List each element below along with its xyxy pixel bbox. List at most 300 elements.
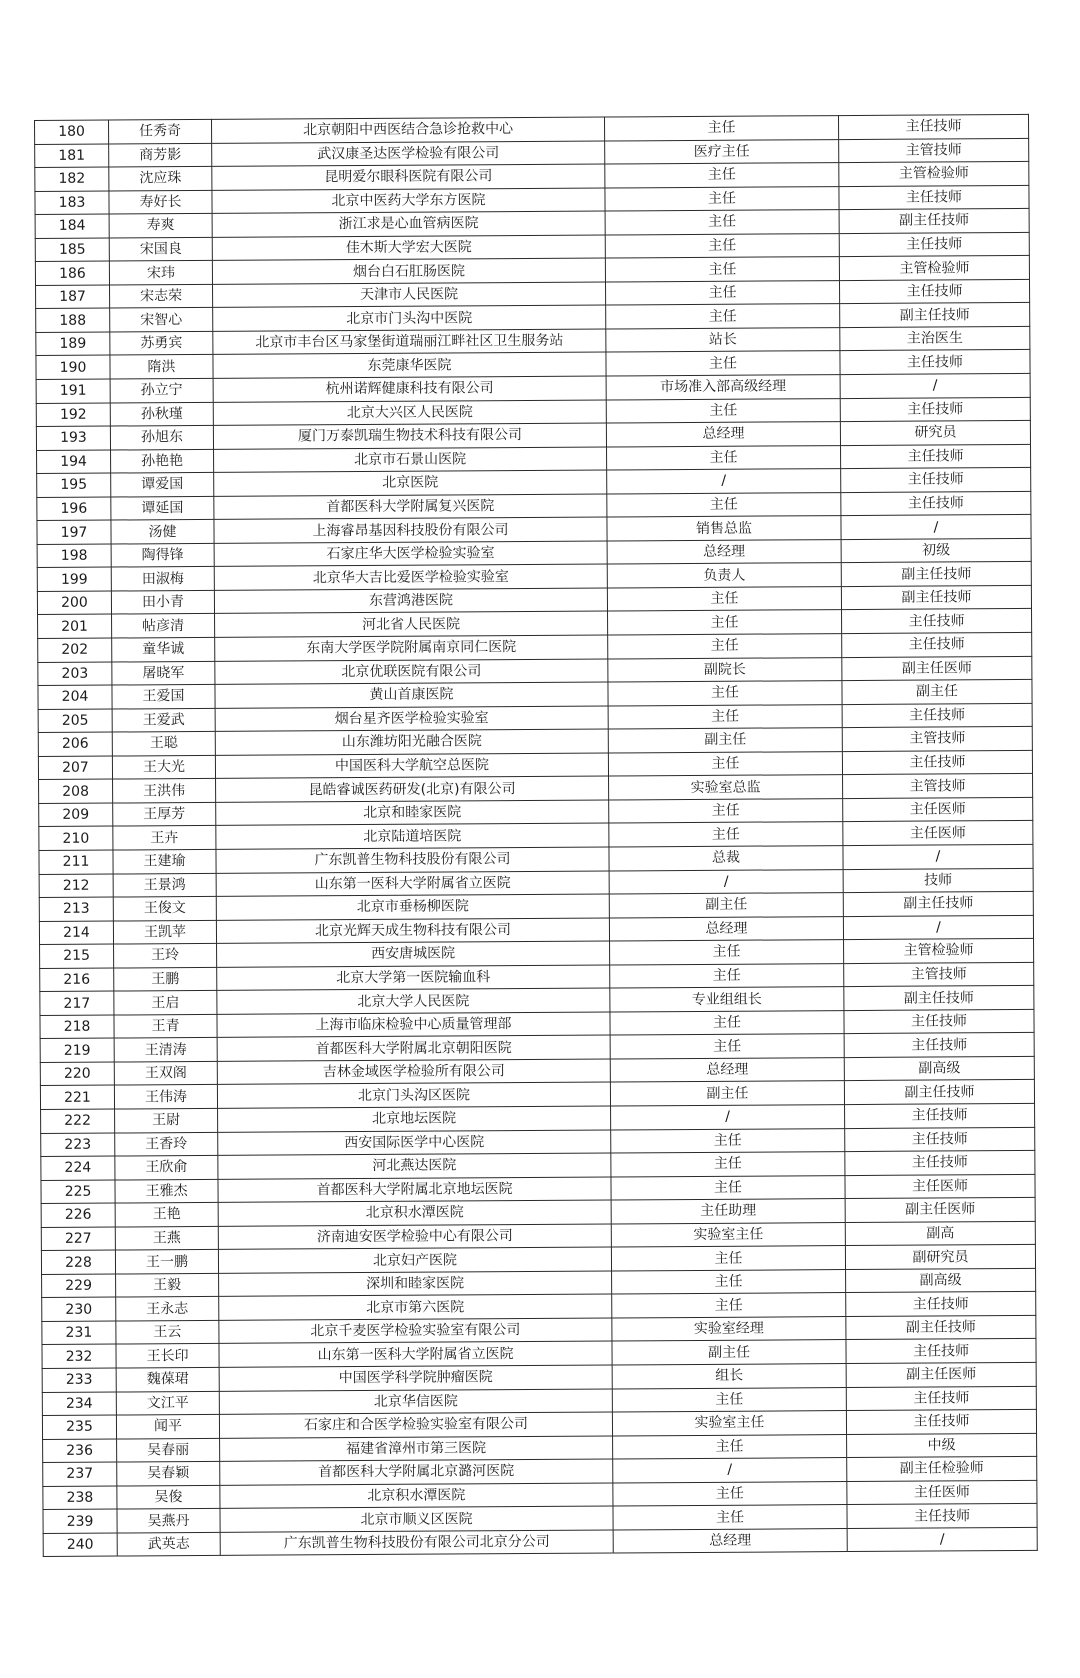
organization-cell: 山东潍坊阳光融合医院 <box>215 729 608 755</box>
position-cell: 主任 <box>610 940 844 965</box>
row-number-cell: 187 <box>36 285 110 309</box>
row-number-cell: 216 <box>40 968 114 992</box>
position-cell: 主任 <box>609 822 843 847</box>
professional-title-cell: 主任技师 <box>846 1409 1036 1434</box>
row-number-cell: 223 <box>41 1133 115 1157</box>
organization-cell: 石家庄华大医学检验实验室 <box>214 541 607 567</box>
position-cell: 主任 <box>611 1175 845 1200</box>
person-name-cell: 寿爽 <box>109 214 212 238</box>
professional-title-cell: 副主任技师 <box>844 986 1034 1011</box>
row-number-cell: 205 <box>38 709 112 733</box>
person-name-cell: 童华诚 <box>112 637 215 661</box>
row-number-cell: 211 <box>39 850 113 874</box>
person-name-cell: 孙艳艳 <box>111 449 214 473</box>
position-cell: 主任 <box>606 351 840 376</box>
organization-cell: 北京积水潭医院 <box>220 1483 613 1509</box>
position-cell: 组长 <box>612 1364 846 1389</box>
row-number-cell: 202 <box>38 638 112 662</box>
professional-title-cell: 主任技师 <box>846 1386 1036 1411</box>
professional-title-cell: / <box>840 373 1030 398</box>
position-cell: 总经理 <box>607 539 841 564</box>
organization-cell: 北京门头沟区医院 <box>217 1082 610 1108</box>
organization-cell: 首都医科大学附属北京朝阳医院 <box>217 1035 610 1061</box>
person-name-cell: 王大光 <box>112 755 215 779</box>
row-number-cell: 204 <box>38 685 112 709</box>
row-number-cell: 199 <box>37 567 111 591</box>
row-number-cell: 239 <box>43 1509 117 1533</box>
row-number-cell: 207 <box>38 756 112 780</box>
row-number-cell: 224 <box>41 1156 115 1180</box>
professional-title-cell: 主任技师 <box>846 1292 1036 1317</box>
row-number-cell: 184 <box>35 214 109 238</box>
position-cell: 主任 <box>612 1293 846 1318</box>
position-cell: / <box>607 469 841 494</box>
organization-cell: 武汉康圣达医学检验有限公司 <box>212 141 605 167</box>
organization-cell: 北京中医药大学东方医院 <box>212 188 605 214</box>
organization-cell: 福建省漳州市第三医院 <box>220 1436 613 1462</box>
position-cell: 主任 <box>608 681 842 706</box>
organization-cell: 烟台白石肛肠医院 <box>212 258 605 284</box>
person-name-cell: 吴春丽 <box>117 1438 220 1462</box>
person-name-cell: 宋智心 <box>110 308 213 332</box>
professional-title-cell: 副主任医师 <box>845 1198 1035 1223</box>
professional-title-cell: 副高级 <box>846 1268 1036 1293</box>
professional-title-cell: 副高级 <box>844 1056 1034 1081</box>
person-name-cell: 王启 <box>114 991 217 1015</box>
position-cell: 总经理 <box>613 1528 847 1553</box>
row-number-cell: 226 <box>41 1203 115 1227</box>
person-name-cell: 孙立宁 <box>110 378 213 402</box>
professional-title-cell: 主任技师 <box>840 350 1030 375</box>
position-cell: 主任助理 <box>611 1199 845 1224</box>
organization-cell: 济南迪安医学检验中心有限公司 <box>218 1224 611 1250</box>
position-cell: 主任 <box>612 1387 846 1412</box>
position-cell: 市场准入部高级经理 <box>606 375 840 400</box>
professional-title-cell: 主任技师 <box>845 1150 1035 1175</box>
person-name-cell: 孙秋瑾 <box>110 402 213 426</box>
professional-title-cell: 副主任技师 <box>839 209 1029 234</box>
professional-title-cell: 主任技师 <box>840 397 1030 422</box>
organization-cell: 首都医科大学附属北京地坛医院 <box>218 1177 611 1203</box>
professional-title-cell: 主任技师 <box>841 444 1031 469</box>
person-name-cell: 王建瑜 <box>113 849 216 873</box>
organization-cell: 河北燕达医院 <box>218 1153 611 1179</box>
position-cell: 主任 <box>609 798 843 823</box>
position-cell: 主任 <box>604 116 838 141</box>
organization-cell: 深圳和睦家医院 <box>219 1271 612 1297</box>
professional-title-cell: 主管技师 <box>843 774 1033 799</box>
professional-title-cell: 主管技师 <box>842 727 1032 752</box>
organization-cell: 山东第一医科大学附属省立医院 <box>219 1341 612 1367</box>
position-cell: 专业组组长 <box>610 987 844 1012</box>
professional-title-cell: 主任技师 <box>842 632 1032 657</box>
person-name-cell: 王卉 <box>113 826 216 850</box>
position-cell: 主任 <box>608 751 842 776</box>
professional-title-cell: 中级 <box>847 1433 1037 1458</box>
row-number-cell: 192 <box>36 403 110 427</box>
organization-cell: 北京妇产医院 <box>218 1247 611 1273</box>
organization-cell: 北京和睦家医院 <box>216 800 609 826</box>
organization-cell: 石家庄和合医学检验实验室有限公司 <box>219 1412 612 1438</box>
row-number-cell: 240 <box>43 1533 117 1557</box>
row-number-cell: 210 <box>39 826 113 850</box>
position-cell: 主任 <box>608 610 842 635</box>
organization-cell: 河北省人民医院 <box>215 611 608 637</box>
row-number-cell: 189 <box>36 332 110 356</box>
position-cell: 主任 <box>605 186 839 211</box>
row-number-cell: 209 <box>39 803 113 827</box>
person-name-cell: 商芳影 <box>109 143 212 167</box>
row-number-cell: 225 <box>41 1180 115 1204</box>
professional-title-cell: 初级 <box>841 538 1031 563</box>
row-number-cell: 196 <box>37 497 111 521</box>
row-number-cell: 222 <box>41 1109 115 1133</box>
organization-cell: 北京市丰台区马家堡街道瑞丽江畔社区卫生服务站 <box>213 329 606 355</box>
organization-cell: 北京市门头沟中医院 <box>213 305 606 331</box>
position-cell: 主任 <box>613 1434 847 1459</box>
row-number-cell: 198 <box>37 544 111 568</box>
professional-title-cell: 副主任技师 <box>841 562 1031 587</box>
person-name-cell: 吴燕丹 <box>117 1509 220 1533</box>
person-name-cell: 王凯苹 <box>113 920 216 944</box>
person-name-cell: 帖彦清 <box>112 614 215 638</box>
row-number-cell: 194 <box>37 450 111 474</box>
row-number-cell: 188 <box>36 308 110 332</box>
organization-cell: 北京朝阳中西医结合急诊抢救中心 <box>211 117 604 143</box>
professional-title-cell: 副高 <box>845 1221 1035 1246</box>
organization-cell: 北京市垂杨柳医院 <box>216 894 609 920</box>
position-cell: 总经理 <box>609 916 843 941</box>
row-number-cell: 228 <box>41 1250 115 1274</box>
person-name-cell: 吴俊 <box>117 1485 220 1509</box>
row-number-cell: 186 <box>35 261 109 285</box>
person-name-cell: 魏葆珺 <box>116 1367 219 1391</box>
position-cell: 主任 <box>605 280 839 305</box>
person-name-cell: 苏勇宾 <box>110 331 213 355</box>
organization-cell: 东南大学医学院附属南京同仁医院 <box>215 635 608 661</box>
person-name-cell: 谭爱国 <box>111 473 214 497</box>
row-number-cell: 197 <box>37 520 111 544</box>
organization-cell: 昆明爱尔眼科医院有限公司 <box>212 164 605 190</box>
person-name-cell: 王厚芳 <box>113 802 216 826</box>
professional-title-cell: 主任技师 <box>842 703 1032 728</box>
professional-title-cell: / <box>843 844 1033 869</box>
row-number-cell: 190 <box>36 356 110 380</box>
person-name-cell: 王青 <box>114 1014 217 1038</box>
row-number-cell: 217 <box>40 991 114 1015</box>
organization-cell: 北京华大吉比爱医学检验实验室 <box>214 564 607 590</box>
person-name-cell: 王香玲 <box>115 1132 218 1156</box>
person-name-cell: 田淑梅 <box>111 567 214 591</box>
professional-title-cell: 主任技师 <box>845 1103 1035 1128</box>
row-number-cell: 201 <box>38 615 112 639</box>
row-number-cell: 206 <box>38 732 112 756</box>
organization-cell: 北京市石景山医院 <box>214 447 607 473</box>
organization-cell: 昆皓睿诚医药研发(北京)有限公司 <box>216 776 609 802</box>
position-cell: 主任 <box>608 704 842 729</box>
position-cell: / <box>611 1105 845 1130</box>
row-number-cell: 200 <box>37 591 111 615</box>
row-number-cell: 212 <box>39 874 113 898</box>
row-number-cell: 214 <box>39 921 113 945</box>
professional-title-cell: 主任技师 <box>839 185 1029 210</box>
position-cell: 主任 <box>605 233 839 258</box>
professional-title-cell: 主任技师 <box>841 491 1031 516</box>
position-cell: 实验室经理 <box>612 1316 846 1341</box>
person-name-cell: 王双阁 <box>114 1061 217 1085</box>
position-cell: 主任 <box>610 1010 844 1035</box>
position-cell: 主任 <box>612 1269 846 1294</box>
person-name-cell: 王燕 <box>115 1226 218 1250</box>
professional-title-cell: 主治医生 <box>840 326 1030 351</box>
position-cell: 站长 <box>606 328 840 353</box>
position-cell: 主任 <box>611 1128 845 1153</box>
position-cell: 负责人 <box>607 563 841 588</box>
organization-cell: 北京陆道培医院 <box>216 823 609 849</box>
professional-title-cell: 副主任医师 <box>846 1362 1036 1387</box>
organization-cell: 北京千麦医学检验实验室有限公司 <box>219 1318 612 1344</box>
position-cell: 副主任 <box>608 728 842 753</box>
row-number-cell: 182 <box>35 167 109 191</box>
row-number-cell: 231 <box>42 1321 116 1345</box>
person-name-cell: 王永志 <box>116 1297 219 1321</box>
organization-cell: 山东第一医科大学附属省立医院 <box>216 871 609 897</box>
organization-cell: 首都医科大学附属复兴医院 <box>214 494 607 520</box>
person-name-cell: 任秀奇 <box>109 119 212 143</box>
organization-cell: 佳木斯大学宏大医院 <box>212 235 605 261</box>
professional-title-cell: 主管检验师 <box>839 256 1029 281</box>
person-name-cell: 王爱国 <box>112 685 215 709</box>
row-number-cell: 234 <box>42 1392 116 1416</box>
person-name-cell: 王长印 <box>116 1344 219 1368</box>
professional-title-cell: 主任技师 <box>847 1504 1037 1529</box>
organization-cell: 北京地坛医院 <box>218 1106 611 1132</box>
person-name-cell: 谭延国 <box>111 496 214 520</box>
person-name-cell: 汤健 <box>111 520 214 544</box>
row-number-cell: 218 <box>40 1015 114 1039</box>
person-name-cell: 王一鹏 <box>115 1250 218 1274</box>
organization-cell: 北京积水潭医院 <box>218 1200 611 1226</box>
organization-cell: 烟台星齐医学检验实验室 <box>215 706 608 732</box>
person-name-cell: 王云 <box>116 1320 219 1344</box>
person-name-cell: 王鹏 <box>114 967 217 991</box>
professional-title-cell: 主管技师 <box>844 962 1034 987</box>
row-number-cell: 213 <box>39 897 113 921</box>
professional-title-cell: 主任技师 <box>842 750 1032 775</box>
organization-cell: 首都医科大学附属北京潞河医院 <box>220 1459 613 1485</box>
row-number-cell: 181 <box>35 144 109 168</box>
row-number-cell: 195 <box>37 473 111 497</box>
professional-title-cell: 主任技师 <box>838 114 1028 139</box>
organization-cell: 东营鸿港医院 <box>214 588 607 614</box>
position-cell: 主任 <box>606 304 840 329</box>
position-cell: 总经理 <box>610 1057 844 1082</box>
person-name-cell: 王毅 <box>116 1273 219 1297</box>
person-name-cell: 隋洪 <box>110 355 213 379</box>
professional-title-cell: 主任技师 <box>842 609 1032 634</box>
person-name-cell: 吴春颖 <box>117 1462 220 1486</box>
person-name-cell: 陶得锋 <box>111 543 214 567</box>
organization-cell: 东莞康华医院 <box>213 352 606 378</box>
roster-table <box>34 114 1038 1557</box>
organization-cell: 广东凯普生物科技股份有限公司 <box>216 847 609 873</box>
professional-title-cell: 副主任医师 <box>842 656 1032 681</box>
row-number-cell: 193 <box>36 426 110 450</box>
position-cell: 医疗主任 <box>605 139 839 164</box>
row-number-cell: 237 <box>43 1462 117 1486</box>
row-number-cell: 219 <box>40 1038 114 1062</box>
organization-cell: 厦门万泰凯瑞生物技术科技有限公司 <box>213 423 606 449</box>
position-cell: 实验室主任 <box>612 1411 846 1436</box>
organization-cell: 北京大学第一医院输血科 <box>217 965 610 991</box>
position-cell: 主任 <box>611 1246 845 1271</box>
row-number-cell: 215 <box>40 944 114 968</box>
organization-cell: 中国医学科学院肿瘤医院 <box>219 1365 612 1391</box>
row-number-cell: 232 <box>42 1344 116 1368</box>
row-number-cell: 238 <box>43 1486 117 1510</box>
position-cell: 副主任 <box>609 893 843 918</box>
professional-title-cell: 副研究员 <box>845 1245 1035 1270</box>
professional-title-cell: 研究员 <box>840 421 1030 446</box>
position-cell: 主任 <box>605 257 839 282</box>
professional-title-cell: 主任技师 <box>845 1127 1035 1152</box>
organization-cell: 北京大兴区人民医院 <box>213 400 606 426</box>
organization-cell: 上海睿昂基因科技股份有限公司 <box>214 517 607 543</box>
position-cell: 主任 <box>610 963 844 988</box>
row-number-cell: 221 <box>40 1085 114 1109</box>
professional-title-cell: 主管技师 <box>839 138 1029 163</box>
position-cell: 主任 <box>605 163 839 188</box>
position-cell: 实验室总监 <box>609 775 843 800</box>
professional-title-cell: 主任技师 <box>846 1339 1036 1364</box>
professional-title-cell: 副主任 <box>842 680 1032 705</box>
organization-cell: 黄山首康医院 <box>215 682 608 708</box>
position-cell: 主任 <box>610 1034 844 1059</box>
professional-title-cell: 主任技师 <box>839 232 1029 257</box>
position-cell: 副主任 <box>612 1340 846 1365</box>
person-name-cell: 王尉 <box>115 1108 218 1132</box>
person-name-cell: 王景鸿 <box>113 873 216 897</box>
organization-cell: 北京华信医院 <box>219 1389 612 1415</box>
professional-title-cell: 副主任技师 <box>846 1315 1036 1340</box>
person-name-cell: 王欣俞 <box>115 1155 218 1179</box>
organization-cell: 吉林金域医学检验所有限公司 <box>217 1059 610 1085</box>
organization-cell: 北京光辉天成生物科技有限公司 <box>216 918 609 944</box>
person-name-cell: 宋玮 <box>109 261 212 285</box>
person-name-cell: 王伟涛 <box>114 1085 217 1109</box>
position-cell: 主任 <box>611 1152 845 1177</box>
professional-title-cell: 主任医师 <box>843 797 1033 822</box>
organization-cell: 天津市人民医院 <box>213 282 606 308</box>
person-name-cell: 沈应珠 <box>109 167 212 191</box>
person-name-cell: 王洪伟 <box>113 779 216 803</box>
organization-cell: 上海市临床检验中心质量管理部 <box>217 1012 610 1038</box>
row-number-cell: 229 <box>42 1274 116 1298</box>
organization-cell: 浙江求是心血管病医院 <box>212 211 605 237</box>
organization-cell: 广东凯普生物科技股份有限公司北京分公司 <box>220 1530 613 1556</box>
professional-title-cell: 副主任技师 <box>844 1080 1034 1105</box>
row-number-cell: 180 <box>35 120 109 144</box>
position-cell: / <box>613 1458 847 1483</box>
row-number-cell: 230 <box>42 1297 116 1321</box>
organization-cell: 北京市第六医院 <box>219 1294 612 1320</box>
organization-cell: 北京优联医院有限公司 <box>215 659 608 685</box>
row-number-cell: 227 <box>41 1227 115 1251</box>
organization-cell: 杭州诺辉健康科技有限公司 <box>213 376 606 402</box>
professional-title-cell: 主任技师 <box>841 468 1031 493</box>
person-name-cell: 王玲 <box>114 944 217 968</box>
person-name-cell: 文江平 <box>116 1391 219 1415</box>
position-cell: 主任 <box>613 1481 847 1506</box>
person-name-cell: 寿好长 <box>109 190 212 214</box>
person-name-cell: 田小青 <box>111 590 214 614</box>
position-cell: 主任 <box>607 492 841 517</box>
professional-title-cell: 主管检验师 <box>839 162 1029 187</box>
professional-title-cell: 副主任技师 <box>840 303 1030 328</box>
position-cell: 主任 <box>607 587 841 612</box>
person-name-cell: 宋国良 <box>109 237 212 261</box>
person-name-cell: 闻平 <box>116 1414 219 1438</box>
person-name-cell: 王雅杰 <box>115 1179 218 1203</box>
position-cell: 销售总监 <box>607 516 841 541</box>
professional-title-cell: 副主任技师 <box>843 891 1033 916</box>
row-number-cell: 235 <box>42 1415 116 1439</box>
professional-title-cell: 副主任技师 <box>841 585 1031 610</box>
professional-title-cell: / <box>843 915 1033 940</box>
person-name-cell: 宋志荣 <box>110 284 213 308</box>
professional-title-cell: 主管检验师 <box>844 939 1034 964</box>
position-cell: 总经理 <box>606 422 840 447</box>
position-cell: 主任 <box>606 398 840 423</box>
organization-cell: 北京医院 <box>214 470 607 496</box>
person-name-cell: 武英志 <box>117 1532 220 1556</box>
roster-body <box>35 114 1038 1556</box>
organization-cell: 中国医科大学航空总医院 <box>215 753 608 779</box>
professional-title-cell: 主任技师 <box>844 1009 1034 1034</box>
row-number-cell: 191 <box>36 379 110 403</box>
position-cell: 主任 <box>608 634 842 659</box>
professional-title-cell: 主任技师 <box>844 1033 1034 1058</box>
position-cell: / <box>609 869 843 894</box>
person-name-cell: 王聪 <box>112 732 215 756</box>
person-name-cell: 王爱武 <box>112 708 215 732</box>
person-name-cell: 王艳 <box>115 1203 218 1227</box>
professional-title-cell: / <box>847 1527 1037 1552</box>
position-cell: 主任 <box>607 445 841 470</box>
row-number-cell: 208 <box>39 779 113 803</box>
row-number-cell: 185 <box>35 238 109 262</box>
position-cell: 主任 <box>613 1505 847 1530</box>
professional-title-cell: 副主任检验师 <box>847 1457 1037 1482</box>
row-number-cell: 236 <box>43 1439 117 1463</box>
professional-title-cell: / <box>841 515 1031 540</box>
organization-cell: 北京大学人民医院 <box>217 988 610 1014</box>
organization-cell: 西安国际医学中心医院 <box>218 1130 611 1156</box>
table-row <box>43 1527 1037 1557</box>
person-name-cell: 孙旭东 <box>110 426 213 450</box>
organization-cell: 西安唐城医院 <box>217 941 610 967</box>
position-cell: 副主任 <box>610 1081 844 1106</box>
person-name-cell: 屠晓军 <box>112 661 215 685</box>
professional-title-cell: 技师 <box>843 868 1033 893</box>
position-cell: 总裁 <box>609 846 843 871</box>
professional-title-cell: 主任医师 <box>847 1480 1037 1505</box>
row-number-cell: 233 <box>42 1368 116 1392</box>
row-number-cell: 203 <box>38 662 112 686</box>
organization-cell: 北京市顺义区医院 <box>220 1506 613 1532</box>
position-cell: 主任 <box>605 210 839 235</box>
professional-title-cell: 主任医师 <box>843 821 1033 846</box>
